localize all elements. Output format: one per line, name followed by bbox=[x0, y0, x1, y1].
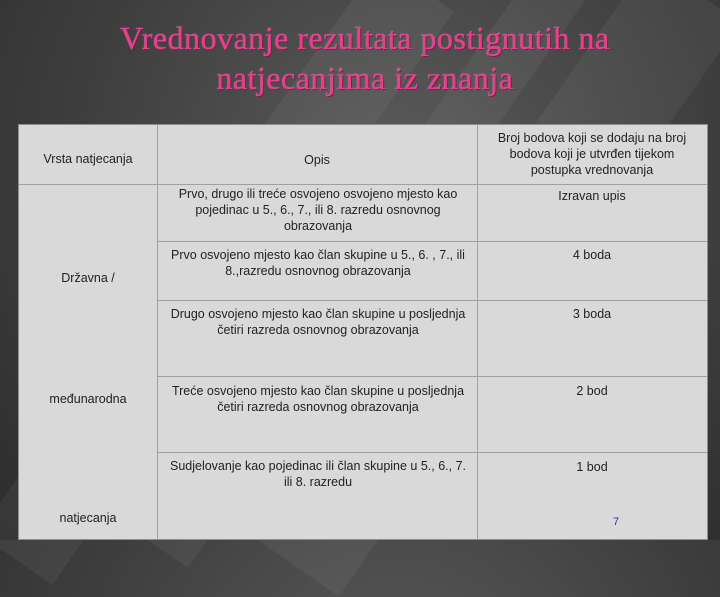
row-5-points: 1 bod bbox=[576, 460, 608, 474]
row-3-points: 3 boda bbox=[572, 307, 612, 321]
row-divider bbox=[157, 376, 707, 377]
row-5-description: Sudjelovanje kao pojedinac ili član skupine u 5., 6., 7. ili 8. razredu bbox=[169, 459, 467, 489]
slide-title: Vrednovanje rezultata postignutih na natjecanjima iz znanja bbox=[120, 20, 610, 96]
column-divider bbox=[157, 125, 158, 539]
category-line-2: međunarodna bbox=[49, 392, 127, 406]
row-2-description: Prvo osvojeno mjesto kao član skupine u 5., 6. , 7., ili 8.,razredu osnovnog obrazovanja bbox=[171, 248, 465, 278]
row-1-points: Izravan upis bbox=[558, 189, 626, 203]
row-4-points: 2 bod bbox=[576, 384, 608, 398]
row-1-description: Prvo, drugo ili treće osvojeno osvojeno mjesto kao pojedinac u 5., 6., 7., ili 8. razredu osnovnog obrazovanja bbox=[178, 187, 458, 233]
header-type: Vrsta natjecanja bbox=[43, 152, 133, 166]
category-line-3: natjecanja bbox=[59, 511, 117, 525]
row-divider bbox=[157, 241, 707, 242]
row-divider bbox=[157, 452, 707, 453]
row-4-description: Treće osvojeno mjesto kao član skupine u posljednja četiri razreda osnovnog obrazovanja bbox=[171, 384, 465, 414]
row-divider bbox=[19, 184, 707, 185]
header-description: Opis bbox=[304, 153, 330, 167]
page-number: 7 bbox=[613, 516, 620, 528]
row-2-points: 4 boda bbox=[572, 248, 612, 262]
competition-points-table bbox=[18, 124, 708, 540]
row-3-description: Drugo osvojeno mjesto kao član skupine u posljednja četiri razreda osnovnog obrazovanja bbox=[170, 307, 466, 337]
category-line-1: Državna / bbox=[61, 271, 115, 285]
row-divider bbox=[157, 300, 707, 301]
header-points: Broj bodova koji se dodaju na broj bodova koji je utvrđen tijekom postupka vrednovanja bbox=[497, 131, 687, 177]
